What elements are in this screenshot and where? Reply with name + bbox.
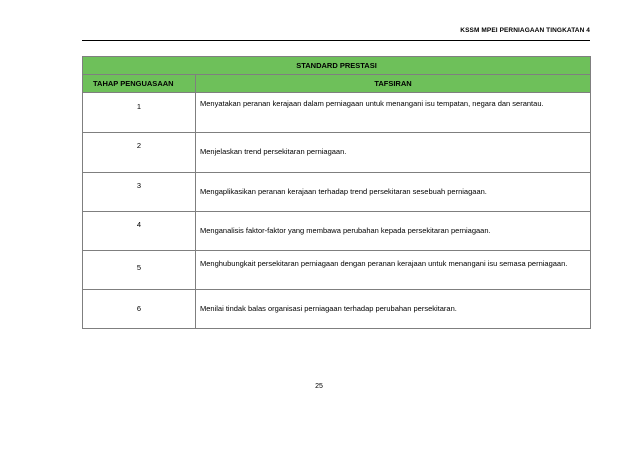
level-cell bbox=[83, 173, 196, 212]
level-number: 5 bbox=[136, 263, 142, 272]
description-cell bbox=[196, 133, 591, 173]
level-description: Menilai tindak balas organisasi perniagaan terhadap perubahan persekitaran. bbox=[200, 304, 457, 313]
table-row bbox=[83, 93, 591, 133]
table-header-row bbox=[83, 75, 591, 93]
table-row bbox=[83, 173, 591, 212]
level-cell bbox=[83, 133, 196, 173]
level-description: Menganalisis faktor-faktor yang membawa perubahan kepada persekitaran perniagaan. bbox=[200, 226, 491, 235]
description-cell bbox=[196, 212, 591, 251]
performance-standard-table bbox=[82, 56, 591, 329]
column-header-level: TAHAP PENGUASAAN bbox=[83, 75, 196, 93]
level-cell bbox=[83, 290, 196, 329]
description-cell bbox=[196, 93, 591, 133]
level-description: Menghubungkait persekitaran perniagaan dengan peranan kerajaan untuk menangani isu semasa perniagaan. bbox=[200, 259, 568, 268]
description-cell bbox=[196, 251, 591, 290]
level-number: 4 bbox=[136, 220, 142, 229]
running-header: KSSM MPEI PERNIAGAAN TINGKATAN 4 bbox=[460, 27, 590, 34]
table-title: STANDARD PRESTASI bbox=[83, 57, 591, 75]
level-number: 6 bbox=[136, 304, 142, 313]
page-number: 25 bbox=[315, 383, 323, 390]
level-cell bbox=[83, 251, 196, 290]
description-cell bbox=[196, 290, 591, 329]
table-row bbox=[83, 212, 591, 251]
level-cell bbox=[83, 93, 196, 133]
table-row bbox=[83, 290, 591, 329]
description-cell bbox=[196, 173, 591, 212]
level-cell bbox=[83, 212, 196, 251]
level-description: Mengaplikasikan peranan kerajaan terhadap trend persekitaran sesebuah perniagaan. bbox=[200, 187, 487, 196]
column-header-interpretation: TAFSIRAN bbox=[196, 75, 591, 93]
level-number: 1 bbox=[136, 102, 142, 111]
level-number: 2 bbox=[136, 141, 142, 150]
header-rule bbox=[82, 40, 590, 41]
level-description: Menjelaskan trend persekitaran perniagaan. bbox=[200, 147, 347, 156]
table-row bbox=[83, 133, 591, 173]
level-description: Menyatakan peranan kerajaan dalam perniagaan untuk menangani isu tempatan, negara dan serantau. bbox=[200, 99, 544, 108]
table-title-row bbox=[83, 57, 591, 75]
table-row bbox=[83, 251, 591, 290]
level-number: 3 bbox=[136, 181, 142, 190]
